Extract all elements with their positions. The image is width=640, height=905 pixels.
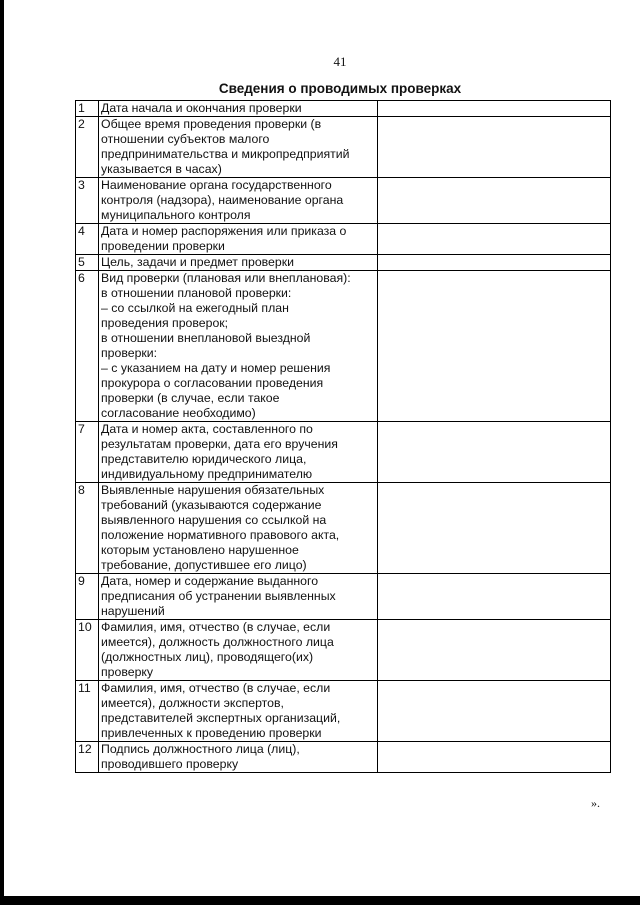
page-number: 41: [333, 54, 347, 69]
row-label: Дата и номер акта, составленного по результатам проверки, дата его вручения представителю юридического лица, индивидуальному предпринимателю: [99, 422, 378, 483]
table-row: [76, 271, 611, 422]
row-value-cell: [378, 620, 611, 681]
table-row: [76, 620, 611, 681]
row-value-cell: [378, 422, 611, 483]
row-value-cell: [378, 178, 611, 224]
closing-quote-mark: ».: [591, 796, 600, 810]
table-row: [76, 681, 611, 742]
row-label: Дата и номер распоряжения или приказа о проведении проверки: [99, 224, 378, 255]
scan-edge-left: [0, 0, 4, 905]
table-row: [76, 178, 611, 224]
table-row: [76, 224, 611, 255]
row-label: Дата, номер и содержание выданного предписания об устранении выявленных нарушений: [99, 574, 378, 620]
row-label: Фамилия, имя, отчество (в случае, если имеется), должности экспертов, представителей экспертных организаций, привлеченных к проведению проверки: [99, 681, 378, 742]
row-number: 6: [76, 271, 99, 422]
row-value-cell: [378, 101, 611, 117]
table-row: [76, 117, 611, 178]
inspection-records-table: [75, 100, 611, 773]
row-number: 1: [76, 101, 99, 117]
row-label: Общее время проведения проверки (в отношении субъектов малого предпринимательства и микропредприятий указывается в часах): [99, 117, 378, 178]
row-label: Цель, задачи и предмет проверки: [99, 255, 378, 271]
row-number: 7: [76, 422, 99, 483]
row-value-cell: [378, 681, 611, 742]
table-row: [76, 422, 611, 483]
row-label: Подпись должностного лица (лиц), проводившего проверку: [99, 742, 378, 773]
table-row: [76, 255, 611, 271]
row-value-cell: [378, 574, 611, 620]
document-title: Сведения о проводимых проверках: [218, 81, 462, 96]
row-label: Дата начала и окончания проверки: [99, 101, 378, 117]
row-value-cell: [378, 255, 611, 271]
row-number: 11: [76, 681, 99, 742]
row-value-cell: [378, 271, 611, 422]
row-number: 3: [76, 178, 99, 224]
row-number: 5: [76, 255, 99, 271]
row-number: 12: [76, 742, 99, 773]
row-number: 9: [76, 574, 99, 620]
row-value-cell: [378, 742, 611, 773]
row-number: 4: [76, 224, 99, 255]
row-label: Наименование органа государственного контроля (надзора), наименование органа муниципального контроля: [99, 178, 378, 224]
row-number: 8: [76, 483, 99, 574]
table-row: [76, 483, 611, 574]
row-label: Фамилия, имя, отчество (в случае, если имеется), должность должностного лица (должностных лиц), проводящего(их) проверку: [99, 620, 378, 681]
row-value-cell: [378, 117, 611, 178]
table-row: [76, 101, 611, 117]
table-row: [76, 742, 611, 773]
row-value-cell: [378, 224, 611, 255]
row-label: Выявленные нарушения обязательных требований (указываются содержание выявленного нарушения со ссылкой на положение нормативного правового акта, которым установлено нарушенное требование, допустившее его лицо): [99, 483, 378, 574]
row-label: Вид проверки (плановая или внеплановая): в отношении плановой проверки: – со ссылкой на ежегодный план проведения проверок; в отношении внеплановой выездной проверки: – с указанием на дату и номер решения прокурора о согласовании проведения проверки (в случае, если такое согласование необходимо): [99, 271, 378, 422]
row-number: 2: [76, 117, 99, 178]
scan-edge-bottom: [0, 896, 640, 905]
row-number: 10: [76, 620, 99, 681]
row-value-cell: [378, 483, 611, 574]
table-body: [76, 101, 611, 773]
table-row: [76, 574, 611, 620]
